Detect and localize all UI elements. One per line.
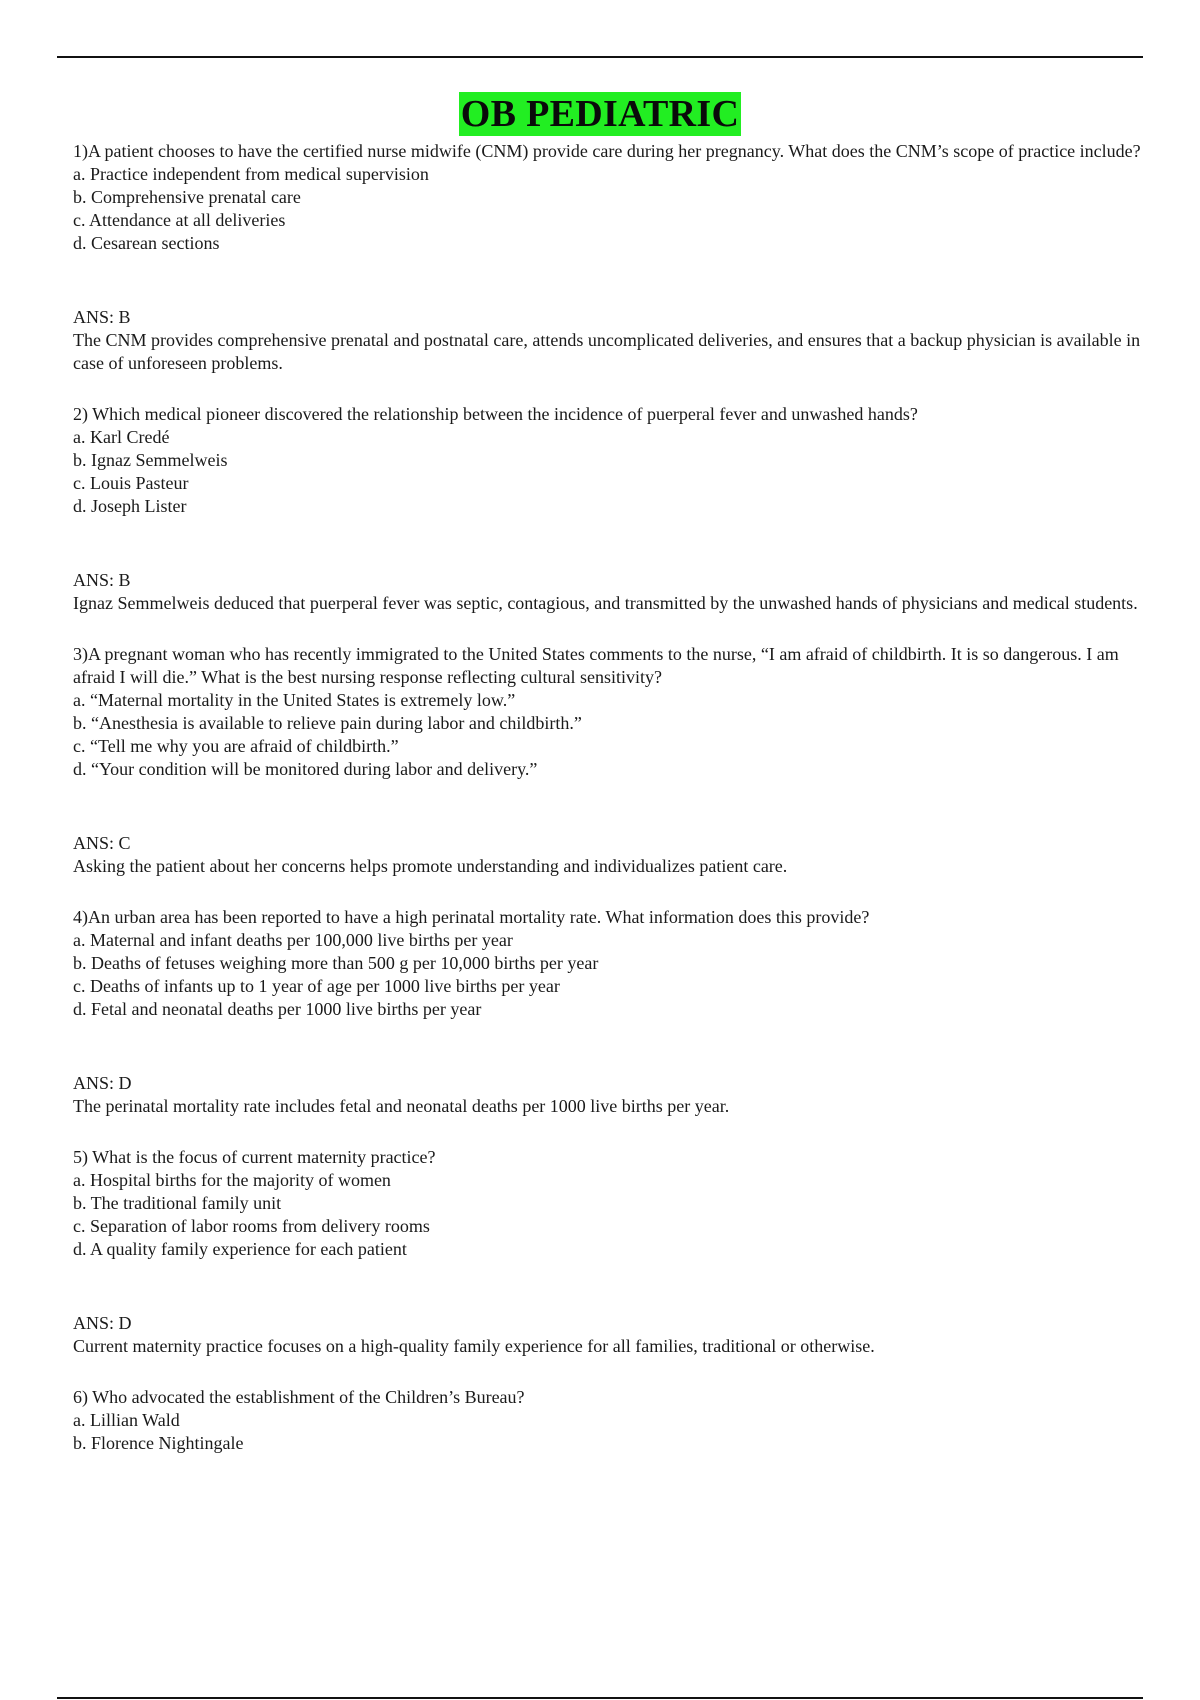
- option-item: d. A quality family experience for each patient: [73, 1239, 407, 1259]
- option-item: b. Ignaz Semmelweis: [73, 450, 228, 470]
- option-list: [73, 929, 1153, 1021]
- answer-label: ANS: B: [73, 570, 131, 590]
- page-title: OB PEDIATRIC: [460, 93, 740, 135]
- top-rule: [57, 56, 1143, 58]
- option-item: d. Cesarean sections: [73, 233, 220, 253]
- option-item: b. Florence Nightingale: [73, 1433, 244, 1453]
- question-stem: 1)A patient chooses to have the certified nurse midwife (CNM) provide care during her pregnancy. What does the CNM’s scope of practice include?: [73, 141, 1141, 161]
- option-item: b. “Anesthesia is available to relieve pain during labor and childbirth.”: [73, 713, 582, 733]
- option-list: [73, 689, 1153, 781]
- option-item: a. Maternal and infant deaths per 100,000 live births per year: [73, 930, 513, 950]
- question-block-4: [73, 906, 1153, 1118]
- question-stem: 5) What is the focus of current maternity practice?: [73, 1147, 436, 1167]
- option-item: a. Practice independent from medical supervision: [73, 164, 429, 184]
- question-list: [73, 140, 1153, 1455]
- option-item: a. Karl Credé: [73, 427, 170, 447]
- question-stem: 6) Who advocated the establishment of the Children’s Bureau?: [73, 1387, 525, 1407]
- option-list: [73, 1169, 1153, 1261]
- option-item: c. Deaths of infants up to 1 year of age per 1000 live births per year: [73, 976, 560, 996]
- title-container: [0, 92, 1200, 136]
- option-item: a. Lillian Wald: [73, 1410, 180, 1430]
- question-stem: 4)An urban area has been reported to have a high perinatal mortality rate. What information does this provide?: [73, 907, 870, 927]
- option-item: b. Comprehensive prenatal care: [73, 187, 301, 207]
- answer-label: ANS: C: [73, 833, 131, 853]
- option-item: b. Deaths of fetuses weighing more than 500 g per 10,000 births per year: [73, 953, 599, 973]
- rationale-text: The CNM provides comprehensive prenatal and postnatal care, attends uncomplicated deliveries, and ensures that a backup physician is available in case of unforeseen problems.: [73, 330, 1141, 373]
- question-block-6: [73, 1386, 1153, 1455]
- rationale-text: Current maternity practice focuses on a high-quality family experience for all families, traditional or otherwise.: [73, 1336, 875, 1356]
- answer-label: ANS: B: [73, 307, 131, 327]
- option-item: a. Hospital births for the majority of women: [73, 1170, 391, 1190]
- option-item: a. “Maternal mortality in the United States is extremely low.”: [73, 690, 516, 710]
- option-item: c. Attendance at all deliveries: [73, 210, 286, 230]
- option-item: c. “Tell me why you are afraid of childbirth.”: [73, 736, 399, 756]
- option-item: d. Joseph Lister: [73, 496, 187, 516]
- option-list: [73, 163, 1153, 255]
- option-list: [73, 1409, 1153, 1455]
- option-item: c. Louis Pasteur: [73, 473, 189, 493]
- answer-label: ANS: D: [73, 1313, 132, 1333]
- option-item: b. The traditional family unit: [73, 1193, 282, 1213]
- answer-label: ANS: D: [73, 1073, 132, 1093]
- option-item: d. Fetal and neonatal deaths per 1000 live births per year: [73, 999, 482, 1019]
- rationale-text: The perinatal mortality rate includes fetal and neonatal deaths per 1000 live births per year.: [73, 1096, 730, 1116]
- option-item: c. Separation of labor rooms from delivery rooms: [73, 1216, 430, 1236]
- option-list: [73, 426, 1153, 518]
- question-block-5: [73, 1146, 1153, 1358]
- rationale-text: Ignaz Semmelweis deduced that puerperal fever was septic, contagious, and transmitted by the unwashed hands of physicians and medical students.: [73, 593, 1138, 613]
- question-block-3: [73, 643, 1153, 878]
- rationale-text: Asking the patient about her concerns helps promote understanding and individualizes patient care.: [73, 856, 788, 876]
- question-stem: 2) Which medical pioneer discovered the relationship between the incidence of puerperal fever and unwashed hands?: [73, 404, 918, 424]
- question-block-2: [73, 403, 1153, 615]
- option-item: d. “Your condition will be monitored during labor and delivery.”: [73, 759, 538, 779]
- question-stem: 3)A pregnant woman who has recently immigrated to the United States comments to the nurse, “I am afraid of childbirth. It is so dangerous. I am afraid I will die.” What is the best nursing response reflecting cultural sensitivity?: [73, 644, 1119, 687]
- question-block-1: [73, 140, 1153, 375]
- bottom-rule: [57, 1697, 1143, 1699]
